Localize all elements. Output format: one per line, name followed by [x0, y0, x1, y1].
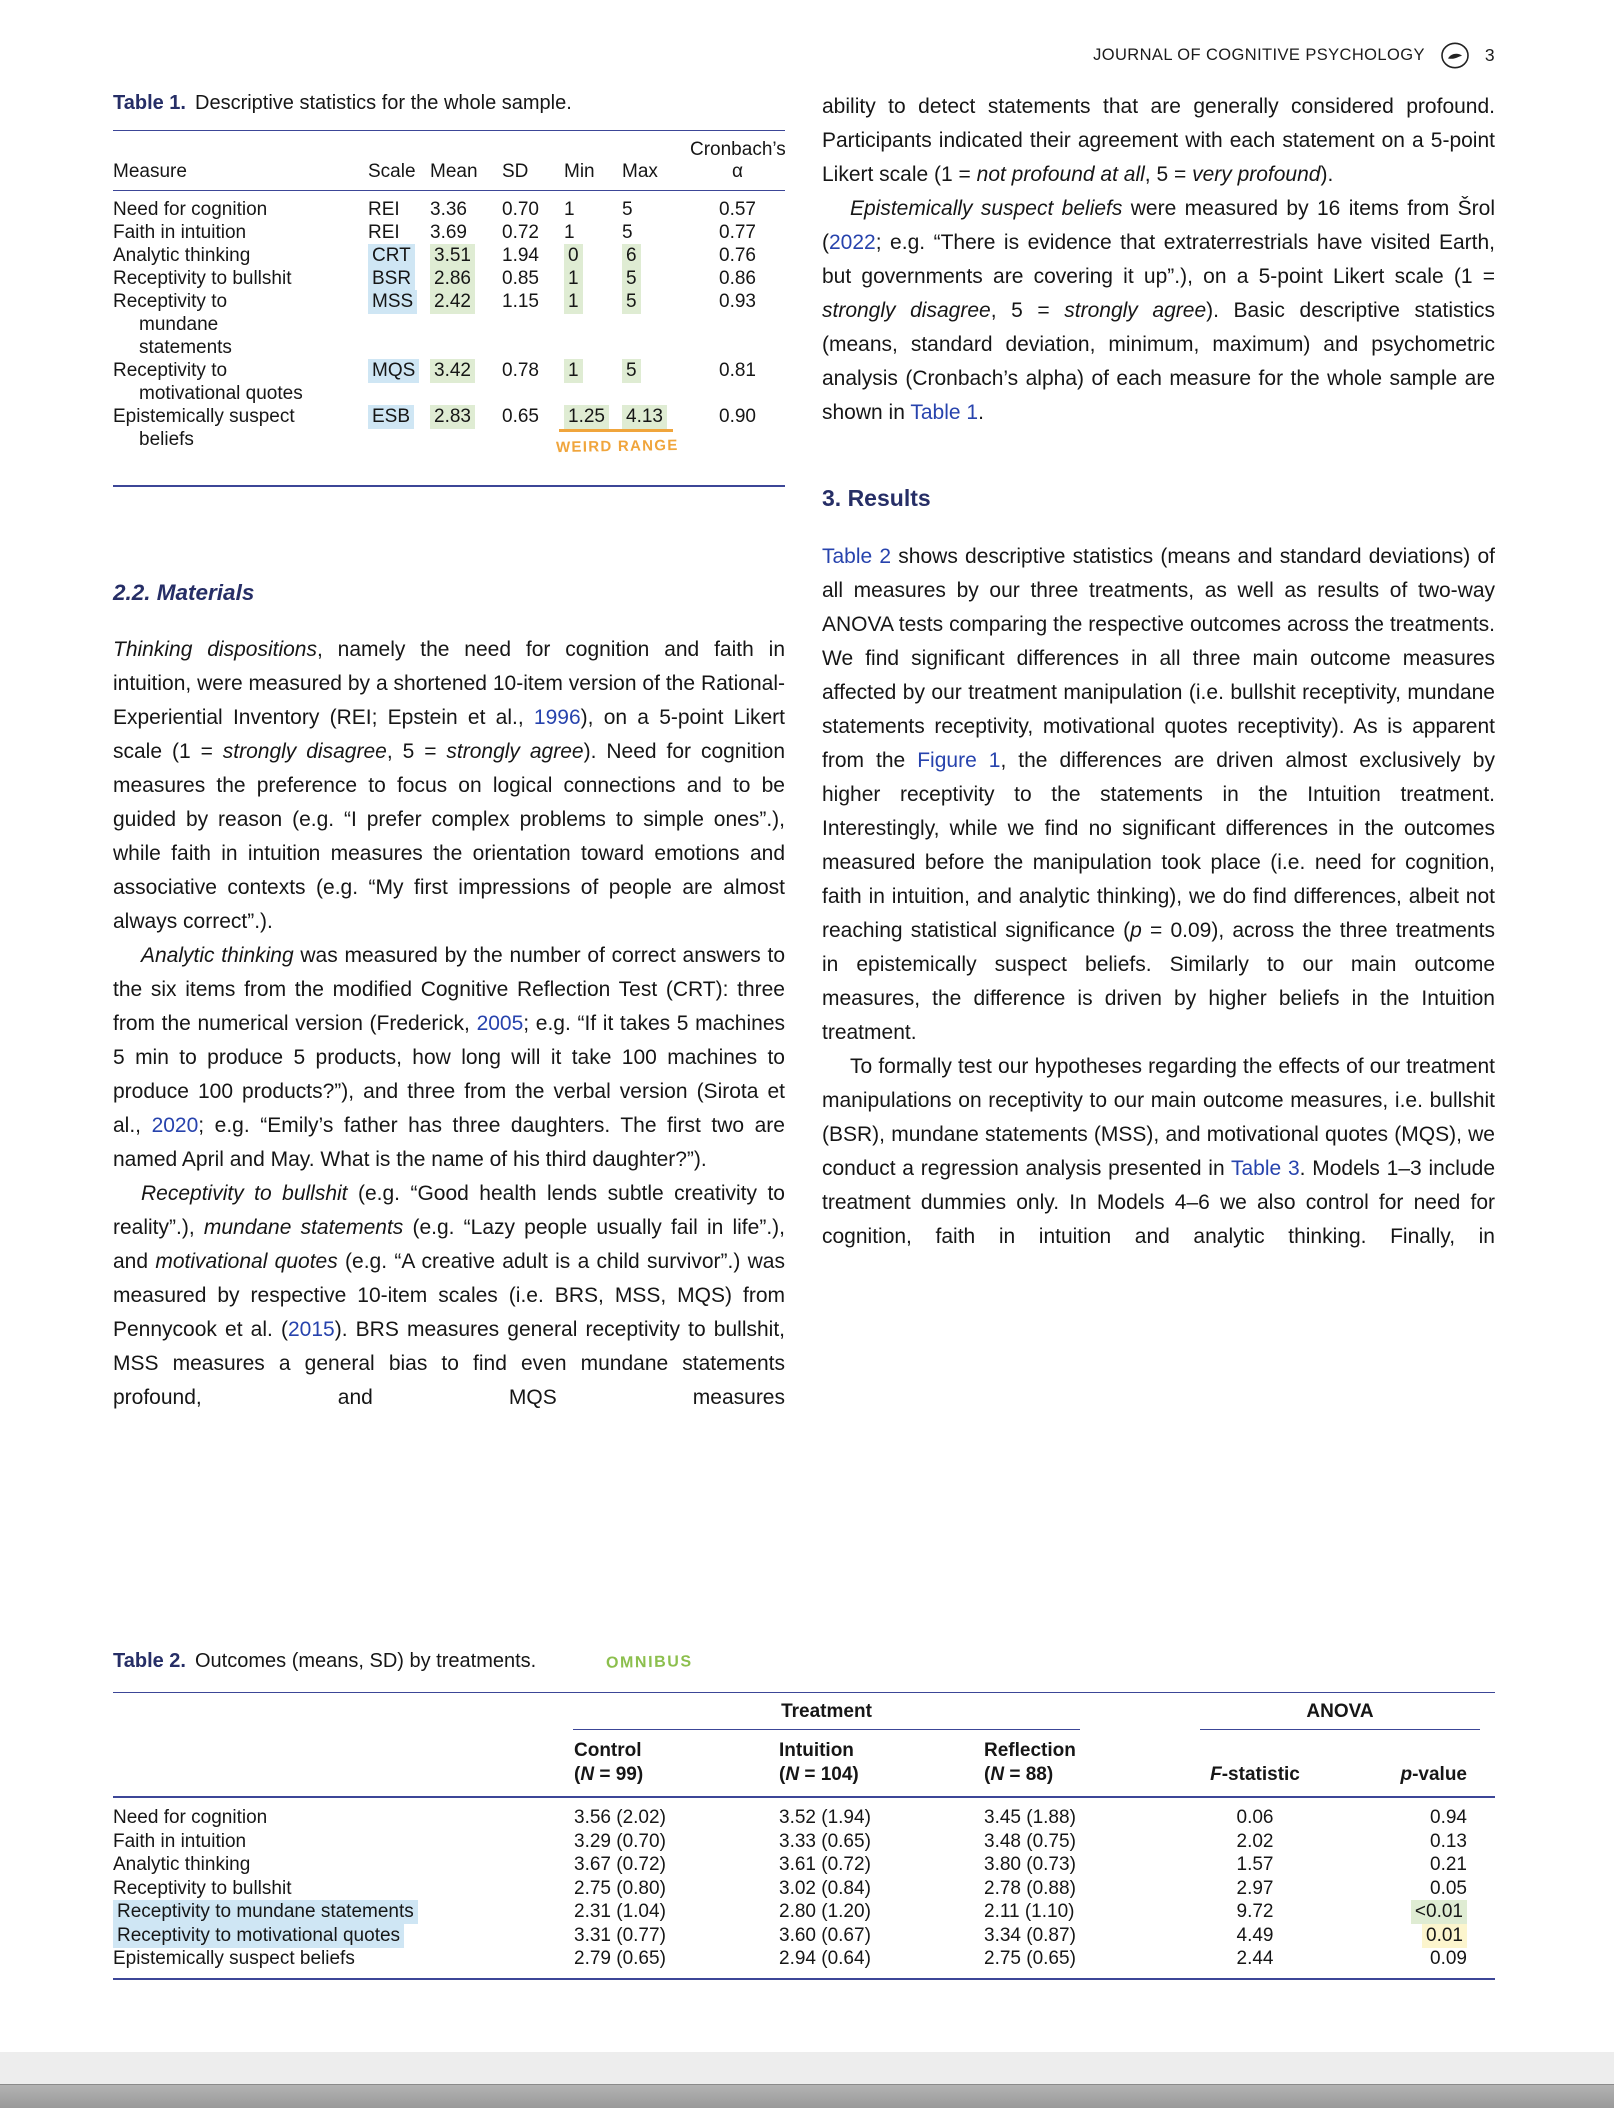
f-statistic-cell: 0.06 — [1236, 1807, 1274, 1828]
sd-cell — [502, 244, 564, 267]
outcome-label: Receptivity to mundane statements — [113, 1900, 418, 1924]
alpha-cell — [690, 198, 785, 221]
measure-cell — [113, 267, 368, 290]
control-value-cell: 2.79 (0.65) — [574, 1948, 666, 1969]
text-run: were measured by 16 items from Šrol ( — [822, 197, 1495, 254]
mean-cell — [430, 244, 502, 267]
ref-link[interactable]: Figure 1 — [917, 749, 1001, 772]
text-run: ability to detect statements that are generally considered profound. Participants indicated their agreement with each statement on a 5-point Likert scale (1 = — [822, 95, 1495, 186]
alpha-cell — [690, 290, 785, 313]
table2-row — [113, 1924, 1495, 1948]
max-cell — [622, 405, 690, 428]
treatment-name: Control — [574, 1740, 642, 1761]
table2-body — [113, 1798, 1495, 1980]
treatment-col-header-reflection — [970, 1739, 1175, 1787]
ref-link[interactable]: 2020 — [151, 1114, 199, 1137]
f-statistic-cell: 2.44 — [1236, 1948, 1274, 1969]
text-run: Thinking dispositions — [113, 638, 317, 661]
control-value-cell: 3.31 (0.77) — [574, 1924, 666, 1946]
scale-cell-value: MSS — [368, 290, 417, 314]
paragraph — [822, 192, 1495, 430]
outcome-label-cell — [113, 1947, 560, 1971]
sd-cell-value: 1.94 — [502, 245, 539, 266]
text-run: ( — [779, 1764, 786, 1785]
ref-link[interactable]: 2005 — [476, 1012, 524, 1035]
col-header-measure: Measure — [113, 161, 187, 182]
treatment-name: Intuition — [779, 1740, 854, 1761]
text-run: strongly agree — [1064, 299, 1207, 322]
table2-spanner-row — [113, 1692, 1495, 1730]
control-value-cell: 3.29 (0.70) — [574, 1830, 666, 1852]
reflection-value-cell: 3.34 (0.87) — [984, 1924, 1076, 1946]
reflection-value-cell: 2.75 (0.65) — [984, 1948, 1076, 1969]
sd-cell — [502, 290, 564, 313]
sd-cell — [502, 267, 564, 290]
measure-line: Receptivity to — [113, 291, 228, 312]
mean-cell-value: 3.51 — [430, 244, 475, 268]
text-run: -value — [1412, 1764, 1467, 1785]
sd-cell-value: 0.78 — [502, 360, 539, 381]
p-value: 0.21 — [1430, 1854, 1467, 1875]
alpha-cell — [690, 267, 785, 290]
text-run: very profound — [1192, 163, 1321, 186]
reflection-value-cell: 3.48 (0.75) — [984, 1830, 1076, 1852]
mean-cell-value: 2.83 — [430, 405, 475, 429]
intuition-value-cell: 3.60 (0.67) — [779, 1924, 871, 1946]
text-run: ). Basic descriptive statistics (means, standard deviation, minimum, maximum) and psychometric analysis (Cronbach’s alpha) of each measure for the whole sample are shown in — [822, 299, 1495, 424]
p-value: 0.13 — [1430, 1830, 1467, 1852]
mean-cell — [430, 198, 502, 221]
outcome-label: Receptivity to motivational quotes — [113, 1924, 404, 1948]
text-run: -statistic — [1221, 1764, 1300, 1785]
outcome-label-cell — [113, 1853, 560, 1877]
sd-cell-value: 0.85 — [502, 268, 539, 289]
journal-title: JOURNAL OF COGNITIVE PSYCHOLOGY — [1093, 46, 1425, 64]
col-header-mean: Mean — [430, 161, 478, 182]
outcome-label-cell — [113, 1924, 560, 1948]
text-run: not profound at all — [976, 163, 1145, 186]
table1-row — [113, 244, 785, 267]
scale-cell — [368, 198, 430, 221]
control-value-cell: 2.75 (0.80) — [574, 1877, 666, 1899]
scale-cell-value: MQS — [368, 359, 419, 383]
table2-row — [113, 1900, 1495, 1924]
text-run: , 5 = — [386, 740, 447, 763]
journal-logo-icon — [1440, 42, 1470, 69]
text-run: N — [990, 1764, 1005, 1785]
running-header — [1093, 42, 1495, 69]
alpha-cell — [690, 359, 785, 382]
handwritten-annotation-weird-range: WEIRD RANGE — [555, 436, 679, 457]
outcome-label: Epistemically suspect beliefs — [113, 1948, 355, 1969]
min-cell — [564, 221, 622, 244]
scale-cell — [368, 221, 430, 244]
text-run: N — [785, 1764, 800, 1785]
text-run: Receptivity to bullshit — [141, 1182, 348, 1205]
control-value-cell: 2.31 (1.04) — [574, 1901, 666, 1922]
min-cell — [564, 198, 622, 221]
ref-link[interactable]: 2015 — [287, 1318, 335, 1341]
outcome-label-cell — [113, 1900, 560, 1924]
alpha-cell-value: 0.86 — [719, 268, 756, 289]
table2-row — [113, 1806, 1495, 1830]
measure-line: Receptivity to bullshit — [113, 268, 292, 289]
text-run: ; e.g. “If it takes 5 machines 5 min to produce 5 products, how long will it take 100 machines to produce 100 products?”), and three from the verbal version (Sirota et al., — [113, 1012, 785, 1137]
max-cell — [622, 290, 690, 313]
ref-link[interactable]: Table 3 — [1231, 1157, 1300, 1180]
mean-cell-value: 2.42 — [430, 290, 475, 314]
alpha-cell-value: 0.93 — [719, 291, 756, 312]
text-run: = 0.09), across the three treatments in epistemically suspect beliefs. Similarly to our main outcome measures, the difference is driven by higher beliefs in the Intuition treatment. — [822, 919, 1495, 1044]
col-header-max: Max — [622, 161, 658, 182]
alpha-cell — [690, 244, 785, 267]
intuition-value-cell: 2.94 (0.64) — [779, 1948, 871, 1969]
text-run: = 99) — [594, 1764, 644, 1785]
table1-row — [113, 198, 785, 221]
text-run: was measured by the number of correct answers to the six items from the modified Cognitive Reflection Test (CRT): three from the numerical version (Frederick, — [113, 944, 785, 1035]
measure-line: Faith in intuition — [113, 222, 247, 243]
min-cell — [564, 359, 622, 382]
treatment-n — [574, 1763, 765, 1787]
text-run: strongly disagree — [822, 299, 991, 322]
table1-row — [113, 359, 785, 405]
ref-link[interactable]: 2022 — [829, 231, 876, 254]
intuition-value-cell: 2.80 (1.20) — [779, 1901, 871, 1922]
scale-cell — [368, 290, 430, 313]
min-cell-value: 1.25 — [564, 405, 609, 429]
measure-cell — [113, 359, 368, 405]
min-cell — [564, 244, 622, 267]
table1-header-row — [113, 130, 785, 191]
f-statistic-header — [1175, 1763, 1335, 1787]
p-value-cell — [1335, 1830, 1495, 1854]
table1-row — [113, 405, 785, 457]
ref-link[interactable]: Table 2 — [822, 545, 892, 568]
table2-header-row — [113, 1730, 1495, 1798]
max-cell — [622, 198, 690, 221]
min-cell-value: 1 — [564, 359, 583, 383]
scale-cell-value: REI — [368, 222, 400, 243]
measure-line: Analytic thinking — [113, 245, 251, 266]
text-run: (e.g. “A creative adult is a child survivor”.) was measured by respective 10-item scales (i.e. BRS, MSS, MQS) from Pennycook et al. ( — [113, 1250, 785, 1341]
table1-row — [113, 221, 785, 244]
alpha-cell-value: 0.76 — [719, 245, 756, 266]
scale-cell — [368, 267, 430, 290]
reflection-value-cell: 3.80 (0.73) — [984, 1854, 1076, 1875]
handwritten-annotation-omnibus: OMNIBUS — [606, 1653, 694, 1672]
annotation-underline — [559, 429, 673, 432]
p-value: 0.05 — [1430, 1877, 1467, 1899]
sd-cell — [502, 198, 564, 221]
col-header-cronbach-alpha: Cronbach’s α — [690, 139, 786, 182]
max-cell-value: 6 — [622, 244, 641, 268]
mean-cell-value: 3.69 — [430, 222, 467, 243]
measure-cell — [113, 290, 368, 359]
max-cell-value: 5 — [622, 290, 641, 314]
scale-cell — [368, 405, 430, 428]
measure-cell — [113, 244, 368, 267]
mean-cell — [430, 359, 502, 382]
p-value-cell — [1335, 1947, 1495, 1971]
text-run: , 5 = — [990, 299, 1065, 322]
paragraph — [113, 633, 785, 939]
alpha-cell-value: 0.57 — [719, 199, 756, 220]
sd-cell-value: 0.72 — [502, 222, 539, 243]
f-statistic-cell: 4.49 — [1236, 1924, 1274, 1946]
paragraph — [822, 540, 1495, 1050]
scale-cell — [368, 359, 430, 382]
table-2 — [113, 1648, 1495, 1980]
treatment-n — [984, 1763, 1175, 1787]
text-run: ; e.g. “Emily’s father has three daughters. The first two are named April and May. What is the name of his third daughter?”). — [113, 1114, 785, 1171]
outcome-label: Need for cognition — [113, 1807, 268, 1828]
materials-text — [113, 633, 785, 1415]
col-header-scale: Scale — [368, 161, 416, 182]
text-run: ). BRS measures general receptivity to bullshit, MSS measures a general bias to find even mundane statements profound, and MQS measures — [113, 1318, 785, 1409]
text-run: , the differences are driven almost exclusively by higher receptivity to the statements in the Intuition treatment. Interestingly, while we find no significant differences in the outcomes measured before the manipulation took place (i.e. need for cognition, faith in intuition, and analytic thinking), we do find differences, albeit not reaching statistical significance ( — [822, 749, 1495, 942]
text-run: Epistemically suspect beliefs — [850, 197, 1123, 220]
table-1 — [113, 90, 785, 487]
min-cell-value: 1 — [564, 290, 583, 314]
ref-link[interactable]: Table 1 — [910, 401, 979, 424]
scale-cell-value: CRT — [368, 244, 415, 268]
measure-line: motivational quotes — [139, 383, 303, 404]
sd-cell-value: 1.15 — [502, 291, 539, 312]
sd-cell — [502, 359, 564, 382]
max-cell — [622, 267, 690, 290]
table2-caption-label: Table 2. — [113, 1650, 186, 1672]
mean-cell — [430, 267, 502, 290]
text-run: ), on a 5-point Likert scale (1 = — [113, 706, 785, 763]
measure-line: Epistemically suspect — [113, 406, 295, 427]
text-run: . — [978, 401, 984, 424]
text-run: ). Need for cognition measures the preference to focus on logical connections and to be guided by reason (e.g. “I prefer complex problems to simple ones”.), while faith in intuition measures the orientation toward emotions and associative contexts (e.g. “My first impressions of people are almost always correct”.). — [113, 740, 786, 933]
methods-continued-text — [822, 90, 1495, 430]
treatment-col-header-intuition — [765, 1739, 970, 1787]
text-run: motivational quotes — [155, 1250, 338, 1273]
p-value-cell — [1335, 1877, 1495, 1901]
f-statistic-cell: 2.02 — [1236, 1830, 1274, 1852]
min-cell-value: 0 — [564, 244, 583, 268]
intuition-value-cell: 3.02 (0.84) — [779, 1877, 871, 1899]
text-run: N — [580, 1764, 595, 1785]
treatment-name: Reflection — [984, 1740, 1076, 1761]
measure-cell — [113, 198, 368, 221]
text-run: To formally test our hypotheses regarding the effects of our treatment manipulations on receptivity to our main outcome measures, i.e. bullshit (BSR), mundane statements (MSS), and motivational quotes (MQS), we conduct a regression analysis presented in — [822, 1055, 1495, 1180]
min-cell — [564, 267, 622, 290]
measure-cell — [113, 405, 368, 451]
results-text — [822, 540, 1495, 1254]
table1-caption-label: Table 1. — [113, 92, 186, 114]
outcome-label: Faith in intuition — [113, 1830, 247, 1852]
f-statistic-cell: 2.97 — [1236, 1877, 1274, 1899]
text-run: ). — [1320, 163, 1334, 186]
table1-caption — [113, 90, 785, 116]
f-statistic-cell: 1.57 — [1236, 1854, 1274, 1875]
table2-row — [113, 1877, 1495, 1901]
text-run: shows descriptive statistics (means and standard deviations) of all measures by our three treatments, as well as results of two-way ANOVA tests comparing the respective outcomes across the treatments. We find significant differences in all three main outcome measures affected by our treatment manipulation (i.e. bullshit receptivity, mundane statements receptivity, motivational quotes receptivity). As is apparent from the — [822, 545, 1495, 772]
paragraph — [113, 939, 785, 1177]
max-cell — [622, 244, 690, 267]
text-run: (e.g. “Lazy people usually fail in life”.), and — [113, 1216, 785, 1273]
section-heading-materials: 2.2. Materials — [113, 580, 255, 605]
ref-link[interactable]: 1996 — [533, 706, 581, 729]
p-value-cell — [1335, 1900, 1495, 1924]
alpha-cell — [690, 405, 785, 428]
reflection-value-cell: 2.11 (1.10) — [984, 1901, 1075, 1922]
alpha-cell — [690, 221, 785, 244]
treatment-n — [779, 1763, 970, 1787]
intuition-value-cell: 3.33 (0.65) — [779, 1830, 871, 1852]
alpha-cell-value: 0.77 — [719, 222, 756, 243]
mean-cell — [430, 221, 502, 244]
measure-line: beliefs — [139, 429, 194, 450]
paragraph — [822, 90, 1495, 192]
text-run: mundane statements — [203, 1216, 404, 1239]
left-column — [113, 90, 785, 1415]
min-cell-value: 1 — [564, 199, 575, 220]
table2-row — [113, 1830, 1495, 1854]
mean-cell — [430, 290, 502, 313]
min-cell-value: 1 — [564, 267, 583, 291]
text-run: ( — [984, 1764, 991, 1785]
text-run: ( — [574, 1764, 581, 1785]
p-value-header — [1335, 1763, 1495, 1787]
text-run: Analytic thinking — [141, 944, 294, 967]
p-value-cell — [1335, 1853, 1495, 1877]
text-run: p — [1130, 919, 1142, 942]
text-run: (e.g. “Good health lends subtle creativity to reality”.), — [113, 1182, 785, 1239]
sd-cell — [502, 221, 564, 244]
p-value-cell — [1335, 1924, 1495, 1948]
text-run: ; e.g. “There is evidence that extraterrestrials have visited Earth, but governments are covering it up”.), on a 5-point Likert scale (1 = — [822, 231, 1495, 288]
text-run: , namely the need for cognition and faith in intuition, were measured by a shortened 10-item version of the Rational-Experiential Inventory (REI; Epstein et al., — [113, 638, 786, 729]
intuition-value-cell: 3.61 (0.72) — [779, 1854, 871, 1875]
col-header-min: Min — [564, 161, 595, 182]
paragraph — [113, 1177, 785, 1415]
text-run: strongly agree — [446, 740, 584, 763]
min-cell — [564, 290, 622, 313]
measure-line: statements — [139, 337, 232, 358]
control-value-cell: 3.56 (2.02) — [574, 1807, 666, 1828]
mean-cell — [430, 405, 502, 428]
mean-cell-value: 3.36 — [430, 199, 467, 220]
text-run: = 88) — [1004, 1764, 1054, 1785]
p-value: <0.01 — [1411, 1900, 1467, 1924]
spanner-treatment: Treatment — [573, 1700, 1080, 1730]
p-value: 0.94 — [1430, 1807, 1467, 1828]
sd-cell-value: 0.70 — [502, 199, 539, 220]
p-value: 0.09 — [1430, 1948, 1467, 1969]
outcome-label: Analytic thinking — [113, 1854, 251, 1875]
scale-cell-value: ESB — [368, 405, 414, 429]
max-cell-value: 5 — [622, 222, 633, 243]
table1-row — [113, 267, 785, 290]
right-column — [822, 90, 1495, 1254]
alpha-cell-value: 0.81 — [719, 360, 756, 381]
sd-cell — [502, 405, 564, 428]
table2-caption-text: Outcomes (means, SD) by treatments. — [195, 1650, 537, 1672]
col-header-sd: SD — [502, 161, 529, 182]
table1-caption-text: Descriptive statistics for the whole sample. — [195, 92, 572, 114]
table1-row — [113, 290, 785, 359]
mean-cell-value: 3.42 — [430, 359, 475, 383]
alpha-cell-value: 0.90 — [719, 406, 756, 427]
min-cell — [564, 405, 622, 428]
sd-cell-value: 0.65 — [502, 406, 539, 427]
reflection-value-cell: 3.45 (1.88) — [984, 1807, 1076, 1828]
scale-cell-value: REI — [368, 199, 400, 220]
horizontal-scrollbar[interactable] — [0, 2084, 1614, 2108]
paragraph — [822, 1050, 1495, 1254]
scale-cell-value: BSR — [368, 267, 415, 291]
text-run: p — [1400, 1764, 1413, 1785]
scale-cell — [368, 244, 430, 267]
reflection-value-cell: 2.78 (0.88) — [984, 1877, 1076, 1899]
outcome-label-cell — [113, 1877, 560, 1901]
max-cell-value: 5 — [622, 359, 641, 383]
outcome-label-cell — [113, 1806, 560, 1830]
measure-line: mundane — [139, 314, 219, 335]
text-run: . Models 1–3 include treatment dummies only. In Models 4–6 we also control for need for cognition, faith in intuition and analytic thinking. Finally, in — [822, 1157, 1495, 1248]
measure-line: Need for cognition — [113, 199, 268, 220]
intuition-value-cell: 3.52 (1.94) — [779, 1807, 871, 1828]
table2-row — [113, 1853, 1495, 1877]
max-cell-value: 4.13 — [622, 405, 667, 429]
min-cell-value: 1 — [564, 222, 575, 243]
outcome-label-cell — [113, 1830, 560, 1854]
p-value: 0.01 — [1422, 1924, 1467, 1948]
p-value-cell — [1335, 1806, 1495, 1830]
measure-cell — [113, 221, 368, 244]
text-run: strongly disagree — [222, 740, 387, 763]
table2-row — [113, 1947, 1495, 1971]
mean-cell-value: 2.86 — [430, 267, 475, 291]
text-run: , 5 = — [1144, 163, 1193, 186]
measure-line: Receptivity to — [113, 360, 228, 381]
max-cell — [622, 359, 690, 382]
treatment-col-header-control — [560, 1739, 765, 1787]
section-heading-results: 3. Results — [822, 485, 931, 511]
f-statistic-cell: 9.72 — [1236, 1901, 1274, 1922]
max-cell — [622, 221, 690, 244]
control-value-cell: 3.67 (0.72) — [574, 1854, 666, 1875]
max-cell-value: 5 — [622, 199, 633, 220]
max-cell-value: 5 — [622, 267, 641, 291]
text-run: = 104) — [799, 1764, 859, 1785]
outcome-label: Receptivity to bullshit — [113, 1877, 292, 1899]
spanner-anova: ANOVA — [1200, 1700, 1480, 1730]
table1-body — [113, 191, 785, 487]
text-run: F — [1210, 1764, 1222, 1785]
table2-caption — [113, 1648, 1495, 1676]
page-number: 3 — [1484, 45, 1495, 65]
